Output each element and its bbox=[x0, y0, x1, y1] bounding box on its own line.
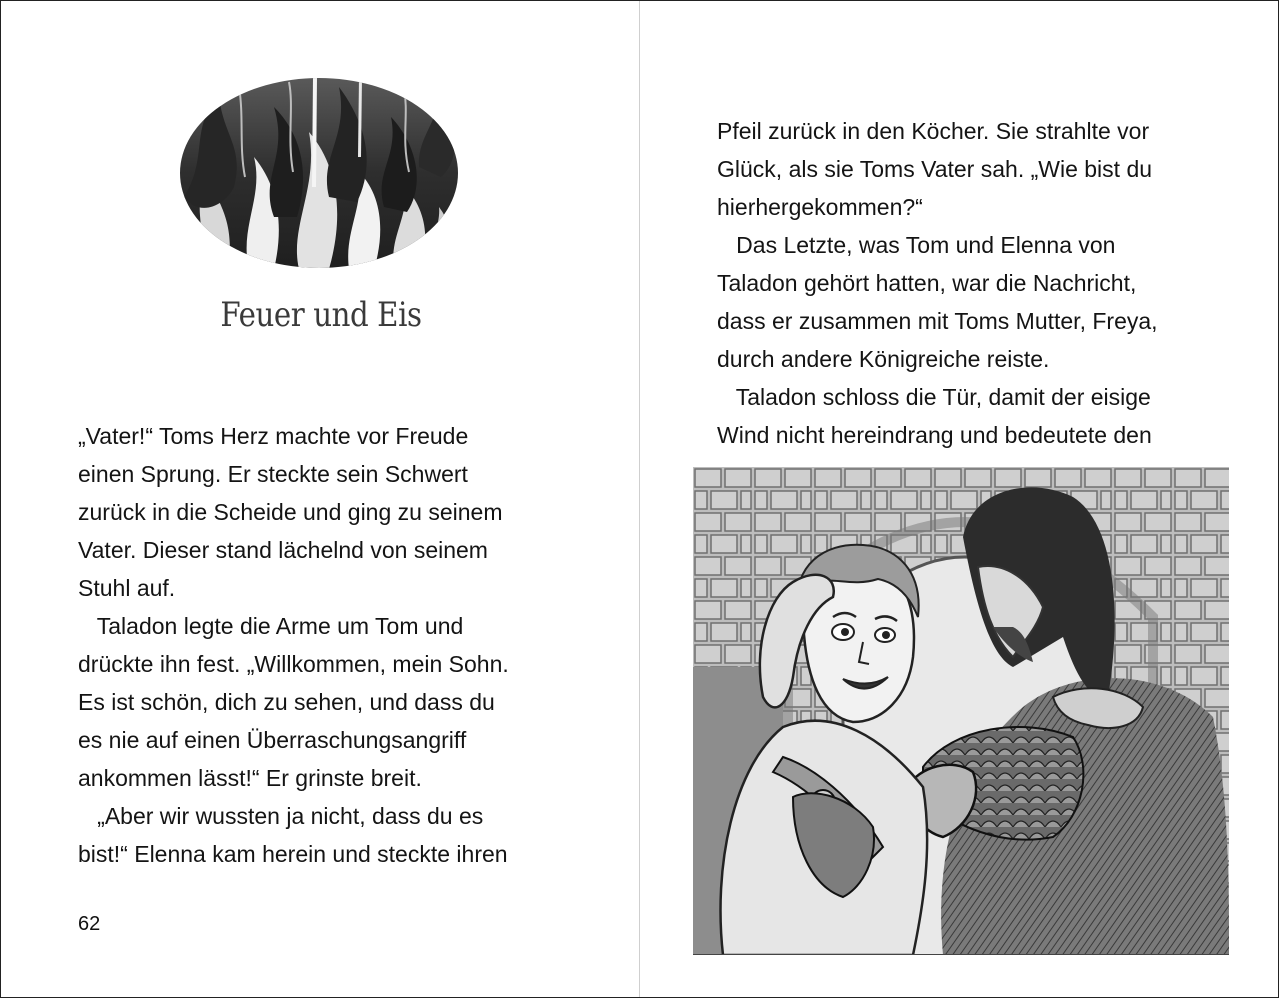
text-line: „Aber wir wussten ja nicht, dass du es bbox=[78, 803, 484, 829]
text-line: „Vater!“ Toms Herz machte vor Freude bbox=[78, 423, 469, 449]
text-line: Stuhl auf. bbox=[78, 575, 176, 601]
text-line: Wind nicht hereindrang und bedeutete den bbox=[717, 422, 1152, 448]
text-line: es nie auf einen Überraschungsangriff bbox=[78, 727, 467, 753]
text-line: Das Letzte, was Tom und Elenna von bbox=[717, 232, 1116, 258]
text-line: hierhergekommen?“ bbox=[717, 194, 923, 220]
left-body-text bbox=[78, 417, 578, 873]
chapter-title: Feuer und Eis bbox=[220, 295, 422, 335]
text-line: Taladon gehört hatten, war die Nachricht, bbox=[717, 270, 1137, 296]
text-line: Vater. Dieser stand lächelnd von seinem bbox=[78, 537, 488, 563]
right-body-text bbox=[717, 112, 1237, 454]
left-page bbox=[1, 1, 639, 997]
text-line: dass er zusammen mit Toms Mutter, Freya, bbox=[717, 308, 1158, 334]
right-page bbox=[640, 1, 1278, 997]
page-number: 62 bbox=[78, 913, 101, 935]
text-line: Es ist schön, dich zu sehen, und dass du bbox=[78, 689, 495, 715]
text-line: einen Sprung. Er steckte sein Schwert bbox=[78, 461, 468, 487]
sketch-illustration-icon bbox=[693, 467, 1229, 955]
text-line: durch andere Königreiche reiste. bbox=[717, 346, 1050, 372]
text-line: drückte ihn fest. „Willkommen, mein Sohn. bbox=[78, 651, 509, 677]
text-line: bist!“ Elenna kam herein und steckte ihren bbox=[78, 841, 508, 867]
text-line: Glück, als sie Toms Vater sah. „Wie bist du bbox=[717, 156, 1153, 182]
text-line: zurück in die Scheide und ging zu seinem bbox=[78, 499, 503, 525]
text-line: ankommen lässt!“ Er grinste breit. bbox=[78, 765, 422, 791]
text-line: Taladon legte die Arme um Tom und bbox=[78, 613, 464, 639]
text-line: Pfeil zurück in den Köcher. Sie strahlte vor bbox=[717, 118, 1150, 144]
text-line: Taladon schloss die Tür, damit der eisige bbox=[717, 384, 1151, 410]
flames-vignette-icon bbox=[179, 77, 459, 269]
